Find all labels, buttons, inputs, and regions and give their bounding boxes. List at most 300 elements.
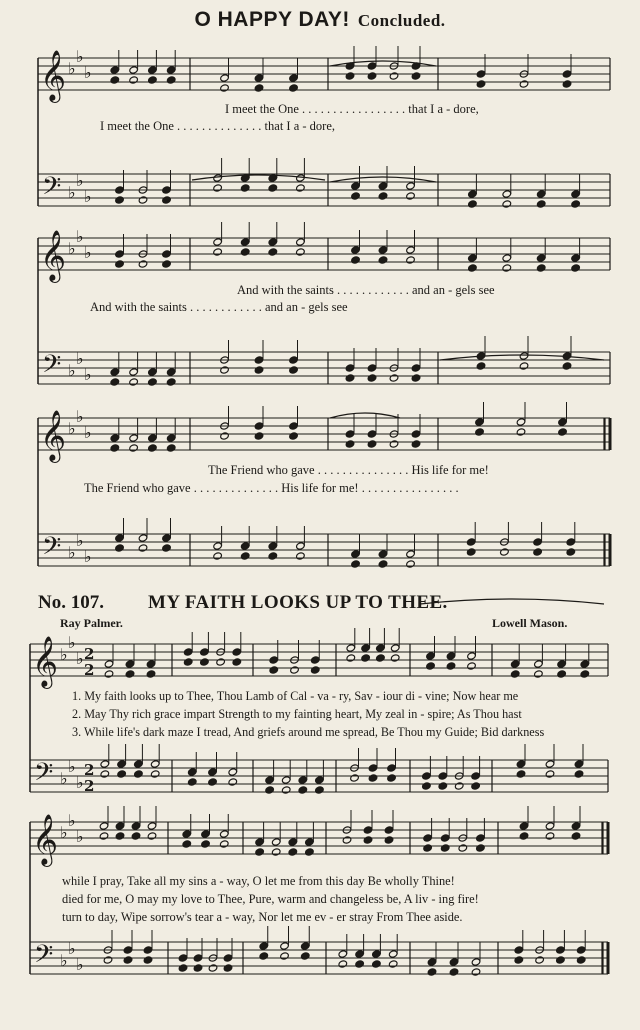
note [502, 264, 512, 272]
note [150, 770, 160, 778]
note [545, 822, 555, 830]
note [471, 772, 481, 780]
note [535, 956, 545, 964]
note [104, 670, 114, 678]
note [566, 548, 576, 556]
note [423, 844, 433, 852]
note [103, 956, 113, 964]
hymn-number: No. 107. [38, 592, 104, 613]
note [516, 428, 526, 436]
note [148, 434, 158, 442]
note [265, 786, 275, 794]
note [446, 662, 456, 670]
note [110, 66, 120, 74]
note [411, 430, 421, 438]
note [475, 428, 485, 436]
note [514, 956, 524, 964]
note [580, 670, 590, 678]
note [519, 352, 529, 360]
note [265, 776, 275, 784]
time-signature: 2 [84, 661, 95, 679]
note [254, 356, 264, 364]
note [562, 80, 572, 88]
flat-sign: ♭ [68, 757, 76, 776]
flat-sign: ♭ [68, 59, 76, 78]
note [440, 834, 450, 842]
note [422, 782, 432, 790]
note [296, 238, 306, 246]
time-signature: 2 [84, 777, 95, 795]
note [446, 652, 456, 660]
note [134, 760, 144, 768]
note [183, 658, 193, 666]
note [129, 76, 139, 84]
note [536, 264, 546, 272]
note [228, 768, 238, 776]
tie-arc [330, 413, 400, 418]
note [355, 960, 365, 968]
note [426, 662, 436, 670]
note [533, 538, 543, 546]
time-signature: 2 [84, 645, 95, 663]
note [296, 542, 306, 550]
note [280, 942, 290, 950]
note [562, 362, 572, 370]
note [131, 832, 141, 840]
note [466, 548, 476, 556]
note [240, 248, 250, 256]
note [134, 770, 144, 778]
note [110, 444, 120, 452]
note [298, 776, 308, 784]
note [310, 666, 320, 674]
note [516, 760, 526, 768]
note [378, 256, 388, 264]
hymn-title: MY FAITH LOOKS UP TO THEE. [148, 592, 448, 613]
note [259, 942, 269, 950]
note [345, 440, 355, 448]
note [268, 238, 278, 246]
lyric-line-bass: And with the saints . . . . . . . . . . . . and an - gels see [90, 300, 348, 314]
note [289, 366, 299, 374]
note [220, 366, 230, 374]
note [254, 84, 264, 92]
note [536, 200, 546, 208]
note [166, 444, 176, 452]
note [355, 950, 365, 958]
note [232, 648, 242, 656]
bass-clef: 𝄢 [42, 172, 62, 207]
flat-sign: ♭ [76, 773, 84, 792]
bass-clef: 𝄢 [42, 350, 62, 385]
note [346, 644, 356, 652]
tie-arc [330, 177, 436, 182]
note [290, 666, 300, 674]
note [388, 960, 398, 968]
note [232, 658, 242, 666]
verse-3-line-2: turn to day, Wipe sorrow's tear a - way, Nor let me ev - er stray From Thee aside. [62, 910, 463, 924]
note [438, 772, 448, 780]
note [146, 670, 156, 678]
flat-sign: ♭ [68, 361, 76, 380]
flat-sign: ♭ [68, 811, 76, 830]
note [289, 432, 299, 440]
note [502, 254, 512, 262]
note [254, 432, 264, 440]
note [449, 958, 459, 966]
note [305, 838, 315, 846]
note [426, 652, 436, 660]
note [138, 196, 148, 204]
note [338, 950, 348, 958]
note [468, 264, 478, 272]
note [228, 778, 238, 786]
note [268, 248, 278, 256]
note [166, 378, 176, 386]
note [110, 76, 120, 84]
note [201, 840, 211, 848]
note [576, 956, 586, 964]
note [533, 548, 543, 556]
note [240, 184, 250, 192]
bass-clef: 𝄢 [42, 532, 62, 567]
note [558, 418, 568, 426]
flat-sign: ♭ [60, 645, 68, 664]
note [162, 544, 172, 552]
note [378, 192, 388, 200]
note [110, 368, 120, 376]
note [384, 836, 394, 844]
note [367, 440, 377, 448]
note [300, 952, 310, 960]
note [269, 656, 279, 664]
note [351, 560, 361, 568]
note [571, 200, 581, 208]
note [187, 778, 197, 786]
tie-arc [420, 599, 604, 604]
note [216, 658, 226, 666]
flat-sign: ♭ [84, 187, 92, 206]
flat-sign: ♭ [68, 939, 76, 958]
treble-clef: 𝄞 [32, 636, 59, 687]
note [534, 670, 544, 678]
note [268, 184, 278, 192]
note [378, 550, 388, 558]
note [310, 656, 320, 664]
treble-clef: 𝄞 [40, 230, 67, 281]
note [259, 952, 269, 960]
note [166, 434, 176, 442]
note [476, 362, 486, 370]
note [100, 760, 110, 768]
note [296, 184, 306, 192]
note [471, 968, 481, 976]
note [476, 844, 486, 852]
note [115, 260, 125, 268]
note [368, 764, 378, 772]
note [219, 840, 229, 848]
note [129, 368, 139, 376]
note [213, 174, 223, 182]
note [556, 946, 566, 954]
note [351, 246, 361, 254]
note [423, 834, 433, 842]
note [129, 444, 139, 452]
note [536, 254, 546, 262]
note [557, 670, 567, 678]
note [411, 72, 421, 80]
lyric-line-tenor: And with the saints . . . . . . . . . . . . and an - gels see [237, 283, 495, 297]
note [100, 770, 110, 778]
note [271, 848, 281, 856]
note [376, 654, 386, 662]
note [213, 248, 223, 256]
verse-2-line-1: 2. May Thy rich grace impart Strength to my fainting heart, My zeal in - spire; As Thou hast [72, 707, 522, 721]
note [367, 430, 377, 438]
note [387, 764, 397, 772]
note [342, 836, 352, 844]
note [254, 422, 264, 430]
note [288, 848, 298, 856]
flat-sign: ♭ [76, 47, 84, 66]
note [562, 70, 572, 78]
note [350, 774, 360, 782]
flat-sign: ♭ [76, 649, 84, 668]
note [281, 776, 291, 784]
note [220, 432, 230, 440]
flat-sign: ♭ [60, 823, 68, 842]
note [558, 428, 568, 436]
note [131, 822, 141, 830]
note [411, 374, 421, 382]
note [378, 182, 388, 190]
flat-sign: ♭ [84, 243, 92, 262]
note [138, 260, 148, 268]
note [115, 186, 125, 194]
note [183, 648, 193, 656]
verse-1-line-2: while I pray, Take all my sins a - way, O let me from this day Be wholly Thine! [62, 874, 455, 888]
flat-sign: ♭ [68, 543, 76, 562]
note [345, 364, 355, 372]
note [117, 760, 127, 768]
note [201, 830, 211, 838]
note [178, 964, 188, 972]
note [148, 444, 158, 452]
note [162, 250, 172, 258]
note [500, 548, 510, 556]
bass-clef: 𝄢 [34, 940, 54, 975]
note [514, 946, 524, 954]
note [534, 660, 544, 668]
note [378, 246, 388, 254]
note [390, 654, 400, 662]
hymn-author: Ray Palmer. [60, 616, 123, 630]
note [182, 840, 192, 848]
note [150, 760, 160, 768]
treble-clef: 𝄞 [40, 410, 67, 461]
flat-sign: ♭ [76, 827, 84, 846]
note [389, 440, 399, 448]
note [143, 946, 153, 954]
note [300, 942, 310, 950]
note [367, 364, 377, 372]
note [99, 832, 109, 840]
note [148, 66, 158, 74]
flat-sign: ♭ [76, 349, 84, 368]
note [545, 832, 555, 840]
note [475, 418, 485, 426]
note [146, 660, 156, 668]
note [519, 832, 529, 840]
note [388, 950, 398, 958]
note [406, 560, 416, 568]
lyric-line-bass: The Friend who gave . . . . . . . . . . . . . . His life for me! . . . . . . . . . . . . . . . . [84, 481, 459, 495]
note [166, 76, 176, 84]
note [516, 770, 526, 778]
time-signature: 2 [84, 761, 95, 779]
note [208, 768, 218, 776]
treble-clef: 𝄞 [40, 50, 67, 101]
note [129, 434, 139, 442]
note [467, 652, 477, 660]
note [338, 960, 348, 968]
note [476, 834, 486, 842]
note [271, 838, 281, 846]
note [519, 362, 529, 370]
note [223, 964, 233, 972]
note [458, 844, 468, 852]
note [580, 660, 590, 668]
note [143, 956, 153, 964]
note [519, 80, 529, 88]
note [213, 184, 223, 192]
flat-sign: ♭ [68, 633, 76, 652]
note [129, 378, 139, 386]
note [574, 760, 584, 768]
note [254, 74, 264, 82]
flat-sign: ♭ [76, 955, 84, 974]
note [502, 200, 512, 208]
note [519, 822, 529, 830]
note [117, 770, 127, 778]
note [208, 778, 218, 786]
note [376, 644, 386, 652]
note [296, 552, 306, 560]
note [468, 200, 478, 208]
note [99, 822, 109, 830]
flat-sign: ♭ [84, 423, 92, 442]
note [345, 72, 355, 80]
note [427, 958, 437, 966]
note [361, 644, 371, 652]
note [213, 542, 223, 550]
note [255, 848, 265, 856]
flat-sign: ♭ [84, 63, 92, 82]
note [545, 770, 555, 778]
flat-sign: ♭ [68, 183, 76, 202]
note [123, 956, 133, 964]
note [138, 544, 148, 552]
note [240, 542, 250, 550]
flat-sign: ♭ [60, 769, 68, 788]
note [289, 356, 299, 364]
note [187, 768, 197, 776]
flat-sign: ♭ [76, 531, 84, 550]
note [571, 254, 581, 262]
note [289, 422, 299, 430]
note [115, 250, 125, 258]
note [281, 786, 291, 794]
note [115, 822, 125, 830]
note [351, 182, 361, 190]
note [454, 782, 464, 790]
note [129, 66, 139, 74]
note [389, 374, 399, 382]
note [576, 946, 586, 954]
note [345, 430, 355, 438]
note [162, 260, 172, 268]
note [468, 190, 478, 198]
note [269, 666, 279, 674]
note [556, 956, 566, 964]
note [219, 830, 229, 838]
treble-clef: 𝄞 [32, 814, 59, 865]
note [178, 954, 188, 962]
note [255, 838, 265, 846]
lyric-line-bass: I meet the One . . . . . . . . . . . . . . that I a - dore, [100, 119, 336, 133]
note [115, 534, 125, 542]
note [162, 534, 172, 542]
note [363, 836, 373, 844]
note [289, 74, 299, 82]
flat-sign: ♭ [84, 547, 92, 566]
note [545, 760, 555, 768]
note [166, 368, 176, 376]
note [162, 186, 172, 194]
note [471, 958, 481, 966]
note [240, 238, 250, 246]
note [571, 822, 581, 830]
flat-sign: ♭ [60, 951, 68, 970]
note [288, 838, 298, 846]
note [411, 440, 421, 448]
note [449, 968, 459, 976]
flat-sign: ♭ [76, 407, 84, 426]
note [438, 782, 448, 790]
flat-sign: ♭ [68, 239, 76, 258]
note [476, 70, 486, 78]
note [110, 378, 120, 386]
note [315, 786, 325, 794]
note [351, 256, 361, 264]
note [104, 660, 114, 668]
lyric-line-tenor: The Friend who gave . . . . . . . . . . . . . . . His life for me! [208, 463, 489, 477]
note [372, 950, 382, 958]
note [213, 552, 223, 560]
note [182, 830, 192, 838]
note [166, 66, 176, 74]
note [147, 832, 157, 840]
note [406, 246, 416, 254]
note [471, 782, 481, 790]
verse-1-line-1: 1. My faith looks up to Thee, Thou Lamb of Cal - va - ry, Sav - iour di - vine; Now hear me [72, 689, 519, 703]
note [411, 364, 421, 372]
note [468, 254, 478, 262]
note [389, 72, 399, 80]
note [367, 374, 377, 382]
note [440, 844, 450, 852]
flat-sign: ♭ [76, 171, 84, 190]
